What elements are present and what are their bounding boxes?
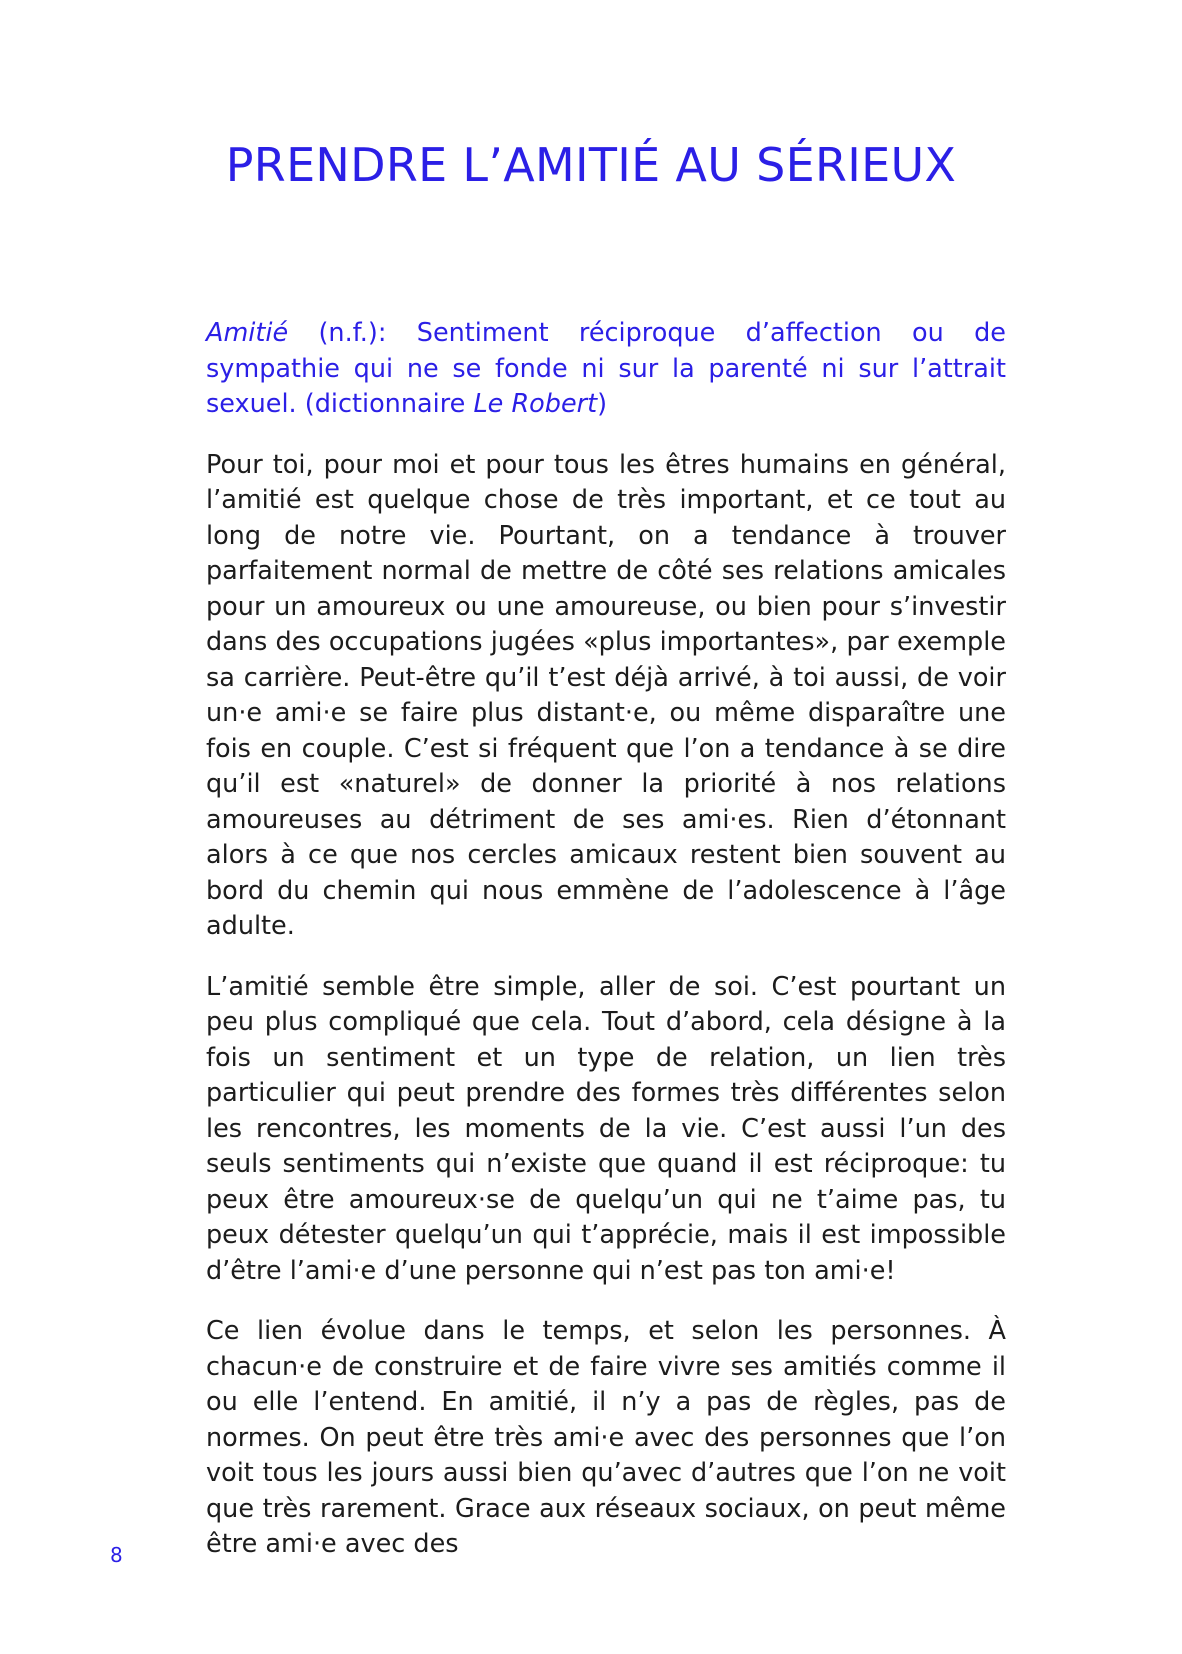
dictionary-definition — [206, 316, 1006, 423]
page-content — [206, 316, 1006, 1588]
page-number: 8 — [110, 1543, 123, 1567]
definition-text: (n.f.): Sentiment réciproque d’affection ou de sympathie qui ne se fonde ni sur la parenté ni sur l’attrait sexuel. (dictionnaire — [206, 318, 1006, 419]
definition-source: Le Robert — [473, 389, 598, 419]
body-paragraph: Pour toi, pour moi et pour tous les êtres humains en général, l’amitié est quelque chose de très important, et ce tout au long de notre vie. Pourtant, on a tendance à trouver parfaitement normal de mettre de côté ses relations amicales pour un amoureux ou une amoureuse, ou bien pour s’investir dans des occupations jugées «plus importantes», par exemple sa carrière. Peut-être qu’il t’est déjà arrivé, à toi aussi, de voir un·e ami·e se faire plus distant·e, ou même disparaître une fois en couple. C’est si fréquent que l’on a tendance à se dire qu’il est «naturel» de donner la priorité à nos relations amoureuses au détriment de ses ami·es. Rien d’étonnant alors à ce que nos cercles amicaux restent bien souvent au bord du chemin qui nous emmène de l’adolescence à l’âge adulte. — [206, 449, 1006, 941]
definition-close: ) — [597, 389, 608, 419]
body-paragraph: L’amitié semble être simple, aller de soi. C’est pourtant un peu plus compliqué que cela. Tout d’abord, cela désigne à la fois un sentiment et un type de relation, un lien très particulier qui peut prendre des formes très différentes selon les rencontres, les moments de la vie. C’est aussi l’un des seuls sentiments qui n’existe que quand il est réciproque: tu peux être amoureux·se de quelqu’un qui ne t’aime pas, tu peux détester quelqu’un qui t’apprécie, mais il est impossible d’être l’ami·e d’une personne qui n’est pas ton ami·e! — [206, 971, 1006, 1286]
page-title: PRENDRE L’AMITIÉ AU SÉRIEUX — [225, 138, 957, 192]
body-paragraph: Ce lien évolue dans le temps, et selon les personnes. À chacun·e de construire et de faire vivre ses amitiés comme il ou elle l’entend. En amitié, il n’y a pas de règles, pas de normes. On peut être très ami·e avec des personnes que l’on voit tous les jours aussi bien qu’avec d’autres que l’on ne voit que très rarement. Grace aux réseaux sociaux, on peut même être ami·e avec des — [206, 1316, 1006, 1559]
definition-term: Amitié — [206, 318, 289, 348]
